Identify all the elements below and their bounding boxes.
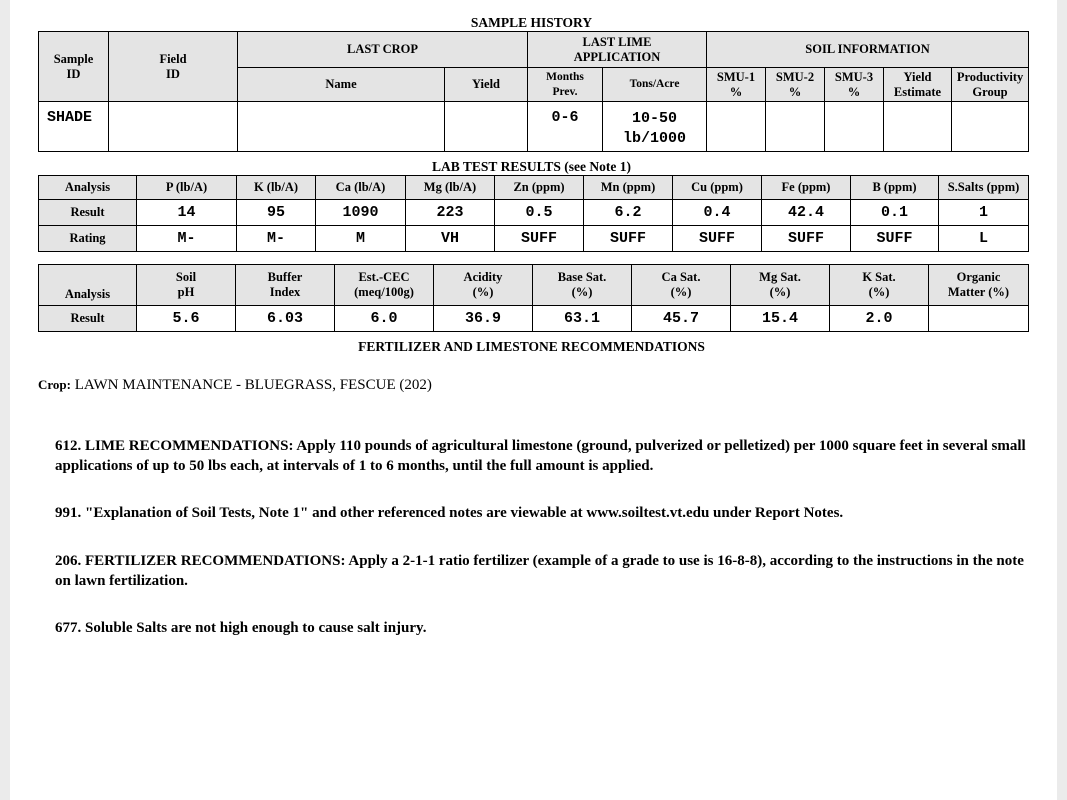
note-206: 206. FERTILIZER RECOMMENDATIONS: Apply a 2-1-1 ratio fertilizer (example of a grade to use is 16-8-8), according to the instructions in the note on lawn fertilization.	[55, 553, 1024, 589]
lab-col-header: Fe (ppm)	[762, 176, 851, 200]
soil-result-value: 6.03	[236, 306, 335, 332]
header-yield-estimate: Yield Estimate	[884, 68, 952, 102]
header-field-id: Field ID	[109, 32, 238, 102]
smu3-value	[825, 102, 884, 152]
lab-rating-value: M-	[137, 226, 237, 252]
crop-name-value	[238, 102, 445, 152]
lab-rating-value: VH	[406, 226, 495, 252]
lab-result-value: 14	[137, 200, 237, 226]
sample-id-value: SHADE	[39, 102, 109, 152]
lab-result-value: 0.4	[673, 200, 762, 226]
header-months-prev: Months Prev.	[528, 68, 603, 102]
smu2-value	[766, 102, 825, 152]
soil-col-header: Soil pH	[137, 265, 236, 306]
lab-result-value: 1090	[316, 200, 406, 226]
lab-results-table	[38, 175, 1029, 252]
soil-col-header: Est.-CEC (meq/100g)	[335, 265, 434, 306]
soil-col-header: K Sat. (%)	[830, 265, 929, 306]
soil-result-value	[929, 306, 1029, 332]
header-smu1: SMU-1 %	[707, 68, 766, 102]
crop-value: LAWN MAINTENANCE - BLUEGRASS, FESCUE (202)	[74, 377, 432, 393]
lab-result-value: 95	[237, 200, 316, 226]
row-label-analysis: Analysis	[39, 265, 137, 306]
header-tons-acre: Tons/Acre	[603, 68, 707, 102]
lab-rating-value: M	[316, 226, 406, 252]
lab-result-value: 223	[406, 200, 495, 226]
lab-col-header: Ca (lb/A)	[316, 176, 406, 200]
header-soil-information: SOIL INFORMATION	[707, 32, 1029, 68]
soil-result-value: 5.6	[137, 306, 236, 332]
row-label-result: Result	[39, 200, 137, 226]
report-page	[10, 0, 1057, 800]
crop-line	[38, 377, 432, 394]
lab-result-value: 1	[939, 200, 1029, 226]
soil-col-header: Acidity (%)	[434, 265, 533, 306]
lab-rating-value: L	[939, 226, 1029, 252]
note-991: 991. "Explanation of Soil Tests, Note 1" and other referenced notes are viewable at www.soiltest.vt.edu under Report Notes.	[55, 505, 844, 521]
lab-result-value: 0.5	[495, 200, 584, 226]
lab-rating-value: SUFF	[762, 226, 851, 252]
soil-col-header: Mg Sat. (%)	[731, 265, 830, 306]
months-prev-value: 0-6	[528, 102, 603, 152]
row-label-analysis: Analysis	[39, 176, 137, 200]
yield-estimate-value	[884, 102, 952, 152]
header-smu2: SMU-2 %	[766, 68, 825, 102]
lab-col-header: Mg (lb/A)	[406, 176, 495, 200]
row-label-rating: Rating	[39, 226, 137, 252]
productivity-group-value	[952, 102, 1029, 152]
crop-yield-value	[445, 102, 528, 152]
soil-result-value: 63.1	[533, 306, 632, 332]
header-last-crop: LAST CROP	[238, 32, 528, 68]
soil-properties-table	[38, 264, 1029, 332]
soil-result-value: 15.4	[731, 306, 830, 332]
lab-rating-value: M-	[237, 226, 316, 252]
soil-col-header: Ca Sat. (%)	[632, 265, 731, 306]
soil-col-header: Buffer Index	[236, 265, 335, 306]
lab-col-header: Zn (ppm)	[495, 176, 584, 200]
tons-acre-value: 10-50 lb/1000	[603, 102, 707, 152]
header-productivity-group: Productivity Group	[952, 68, 1029, 102]
lab-results-title: LAB TEST RESULTS (see Note 1)	[432, 159, 631, 174]
lab-col-header: Cu (ppm)	[673, 176, 762, 200]
lab-rating-value: SUFF	[851, 226, 939, 252]
lab-rating-value: SUFF	[584, 226, 673, 252]
row-label-result: Result	[39, 306, 137, 332]
lab-col-header: S.Salts (ppm)	[939, 176, 1029, 200]
lab-result-value: 6.2	[584, 200, 673, 226]
lab-result-value: 0.1	[851, 200, 939, 226]
field-id-value	[109, 102, 238, 152]
note-612: 612. LIME RECOMMENDATIONS: Apply 110 pounds of agricultural limestone (ground, pulverized or pelletized) per 1000 square feet in several small applications of up to 50 lbs each, at intervals of 1 to 6 months, until the full amount is applied.	[55, 438, 1026, 474]
lab-col-header: P (lb/A)	[137, 176, 237, 200]
lab-col-header: B (ppm)	[851, 176, 939, 200]
soil-result-value: 45.7	[632, 306, 731, 332]
soil-col-header: Base Sat. (%)	[533, 265, 632, 306]
lab-rating-value: SUFF	[673, 226, 762, 252]
lab-col-header: K (lb/A)	[237, 176, 316, 200]
soil-result-value: 36.9	[434, 306, 533, 332]
sample-history-title: SAMPLE HISTORY	[470, 15, 593, 30]
header-last-lime: LAST LIME APPLICATION	[528, 32, 707, 68]
recommendations-title: FERTILIZER AND LIMESTONE RECOMMENDATIONS	[358, 339, 705, 354]
lab-col-header: Mn (ppm)	[584, 176, 673, 200]
soil-result-value: 6.0	[335, 306, 434, 332]
header-smu3: SMU-3 %	[825, 68, 884, 102]
smu1-value	[707, 102, 766, 152]
note-677: 677. Soluble Salts are not high enough to cause salt injury.	[55, 620, 427, 636]
lab-result-value: 42.4	[762, 200, 851, 226]
header-sample-id: Sample ID	[39, 32, 109, 102]
crop-label: Crop:	[38, 377, 71, 392]
lab-rating-value: SUFF	[495, 226, 584, 252]
soil-col-header: Organic Matter (%)	[929, 265, 1029, 306]
header-crop-yield: Yield	[445, 68, 528, 102]
sample-history-table	[38, 31, 1029, 152]
header-crop-name: Name	[238, 68, 445, 102]
soil-result-value: 2.0	[830, 306, 929, 332]
